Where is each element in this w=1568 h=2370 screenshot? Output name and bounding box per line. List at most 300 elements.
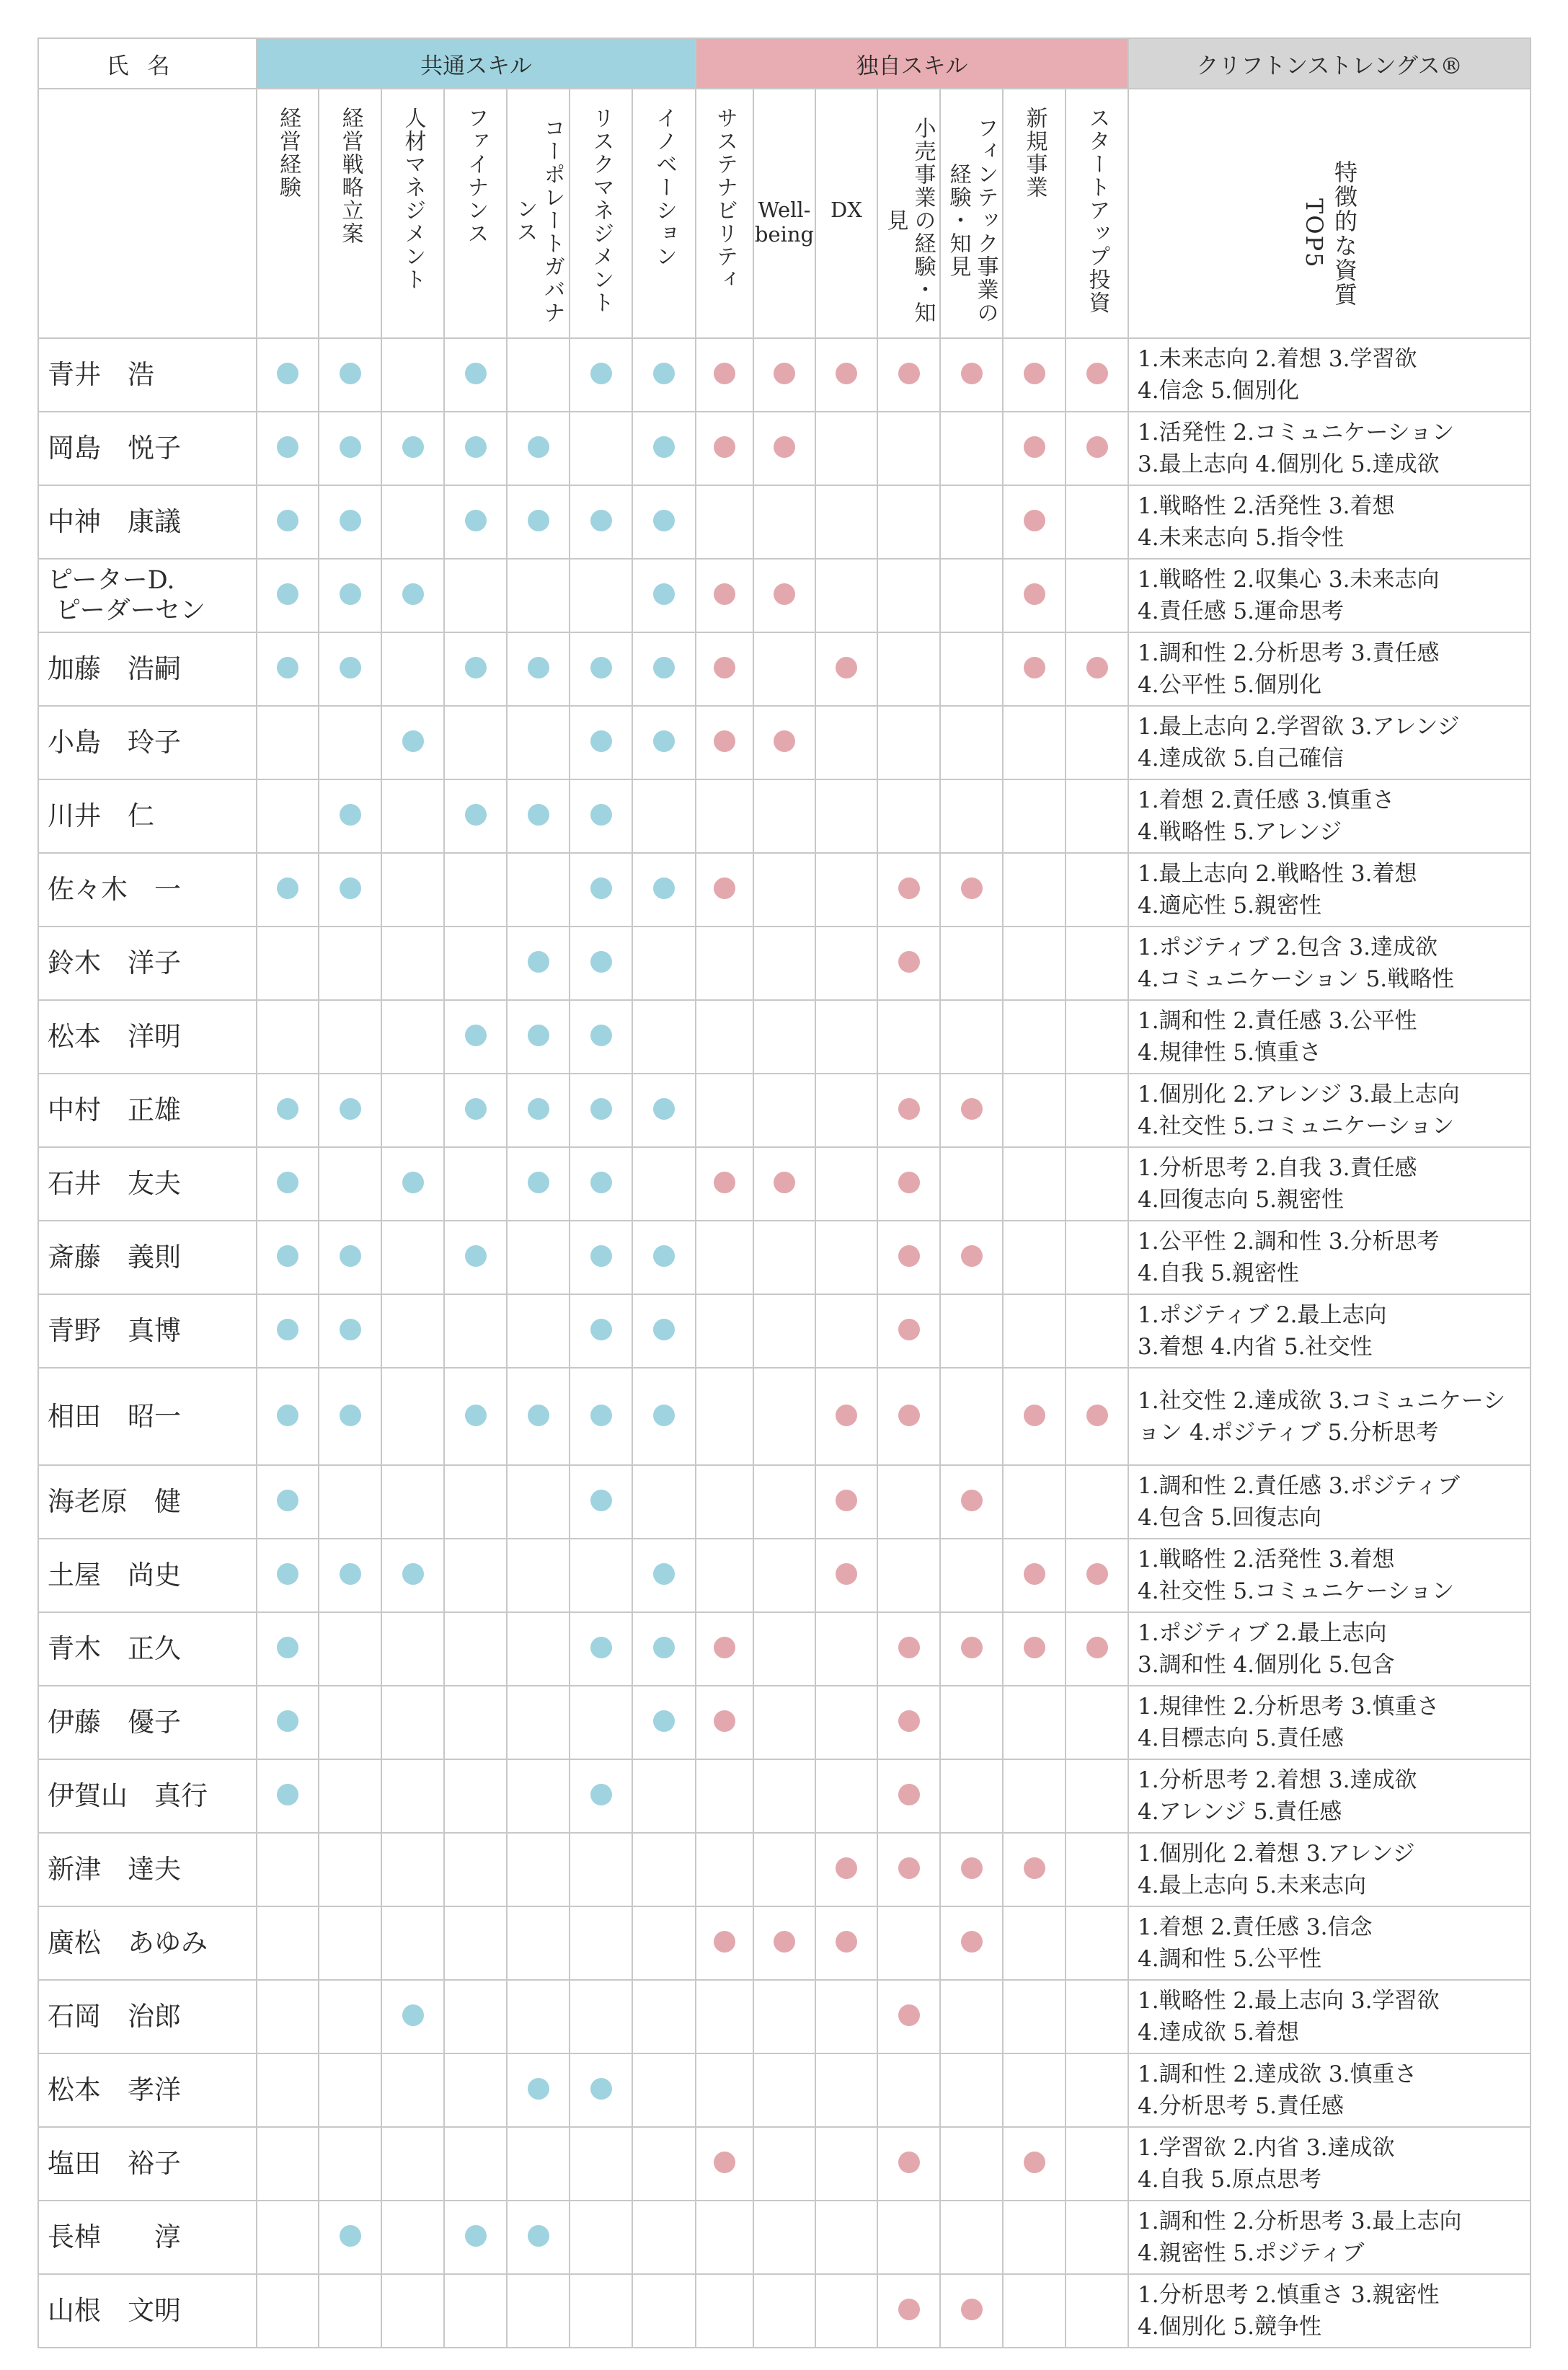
unique-skill-cell (877, 1612, 940, 1686)
unique-skill-cell (1003, 2274, 1066, 2348)
unique-skill-cell (1003, 1465, 1066, 1539)
unique-skill-dot (898, 1098, 920, 1120)
unique-skill-cell (815, 1368, 877, 1465)
common-skill-cell (507, 1294, 570, 1368)
strength-line: 1.調和性 2.達成欲 3.慎重さ (1138, 2061, 1417, 2087)
unique-skill-cell (877, 1000, 940, 1074)
unique-skill-cell (815, 1980, 877, 2053)
unique-skill-cell (696, 2053, 753, 2127)
unique-skill-dot (961, 877, 983, 899)
common-skill-cell (381, 1368, 444, 1465)
strengths-top5 (1128, 1368, 1531, 1465)
strength-line: 1.最上志向 2.学習欲 3.アレンジ (1138, 714, 1460, 740)
unique-skill-cell (940, 1539, 1003, 1612)
column-header-unique-0 (696, 89, 753, 338)
strength-line: 1.ポジティブ 2.最上志向 (1138, 1620, 1387, 1646)
unique-skill-cell (1066, 779, 1128, 853)
common-skill-cell (444, 632, 507, 706)
strength-line: 4.包含 5.回復志向 (1138, 1505, 1322, 1531)
member-name: 岡島 悦子 (38, 412, 257, 485)
common-skill-cell (507, 1759, 570, 1833)
common-skill-dot (590, 2078, 612, 2100)
common-skill-cell (632, 927, 696, 1000)
common-skill-dot (277, 363, 298, 384)
common-skill-dot (277, 657, 298, 678)
strength-line: 4.社交性 5.コミュニケーション (1138, 1578, 1455, 1604)
member-name: 塩田 裕子 (38, 2127, 257, 2201)
unique-skill-cell (753, 338, 815, 412)
unique-skill-cell (1003, 1759, 1066, 1833)
strengths-top5 (1128, 412, 1531, 485)
common-skill-cell (444, 779, 507, 853)
clifton-strengths-header: クリフトンストレングス® (1128, 38, 1531, 89)
common-skill-cell (257, 338, 319, 412)
unique-skill-cell (753, 1980, 815, 2053)
common-skill-dot (590, 1637, 612, 1658)
unique-skill-dot (836, 657, 857, 678)
strengths-top5 (1128, 1147, 1531, 1221)
common-skill-dot (528, 1025, 549, 1046)
common-skill-dot (277, 1245, 298, 1267)
strength-line: 1.分析思考 2.慎重さ 3.親密性 (1138, 2282, 1440, 2308)
common-skill-cell (319, 2201, 381, 2274)
strengths-top5 (1128, 1833, 1531, 1906)
unique-skill-cell (877, 1147, 940, 1221)
strength-line: 1.着想 2.責任感 3.慎重さ (1138, 787, 1395, 813)
unique-skill-cell (696, 853, 753, 927)
unique-skill-cell (696, 1221, 753, 1294)
unique-skill-cell (1003, 1294, 1066, 1368)
common-skill-cell (444, 2127, 507, 2201)
unique-skill-cell (940, 2274, 1003, 2348)
common-skill-dot (528, 804, 549, 826)
common-skill-dot (590, 510, 612, 531)
common-skill-dot (528, 510, 549, 531)
common-skill-cell (319, 1759, 381, 1833)
table-row (38, 2053, 1531, 2127)
unique-skill-dot (898, 1319, 920, 1340)
unique-skill-dot (898, 1405, 920, 1426)
table-row (38, 1221, 1531, 1294)
common-skill-cell (570, 1074, 632, 1147)
unique-skill-cell (877, 485, 940, 559)
common-skill-cell (381, 1294, 444, 1368)
strength-line: 3.調和性 4.個別化 5.包含 (1138, 1652, 1395, 1678)
unique-skill-cell (877, 2274, 940, 2348)
strength-line: 4.社交性 5.コミュニケーション (1138, 1113, 1455, 1139)
table-row (38, 853, 1531, 927)
common-skill-cell (381, 1833, 444, 1906)
common-skill-dot (402, 1563, 424, 1585)
column-header-unique-3 (877, 89, 940, 338)
unique-skill-dot (836, 1490, 857, 1511)
common-skill-cell (507, 1539, 570, 1612)
unique-skill-cell (696, 632, 753, 706)
common-skill-cell (570, 1539, 632, 1612)
unique-skill-cell (753, 2127, 815, 2201)
strengths-top5 (1128, 1906, 1531, 1980)
table-row (38, 2201, 1531, 2274)
strengths-top5 (1128, 632, 1531, 706)
unique-skill-dot (714, 730, 735, 752)
common-skill-dot (653, 877, 675, 899)
common-skill-cell (632, 1074, 696, 1147)
unique-skill-cell (940, 1221, 1003, 1294)
common-skill-cell (444, 706, 507, 779)
strengths-top5 (1128, 1074, 1531, 1147)
common-skill-cell (507, 1833, 570, 1906)
common-skill-dot (590, 877, 612, 899)
unique-skill-cell (753, 1368, 815, 1465)
common-skill-dot (465, 2225, 487, 2247)
common-skill-cell (507, 1906, 570, 1980)
strength-line: 1.活発性 2.コミュニケーション (1138, 420, 1455, 446)
strengths-top5 (1128, 1294, 1531, 1368)
common-skill-cell (319, 559, 381, 632)
column-label: サステナビリティ (712, 107, 738, 291)
unique-skill-dot (714, 1172, 735, 1193)
unique-skill-dot (898, 1245, 920, 1267)
common-skill-dot (402, 583, 424, 605)
unique-skill-dot (961, 2299, 983, 2320)
common-skill-cell (444, 1686, 507, 1759)
table-row (38, 1686, 1531, 1759)
member-name: 青野 真博 (38, 1294, 257, 1368)
unique-skill-cell (940, 1147, 1003, 1221)
common-skill-dot (340, 657, 361, 678)
unique-skill-cell (815, 706, 877, 779)
table-row (38, 706, 1531, 779)
unique-skill-dot (898, 2299, 920, 2320)
common-skill-dot (653, 1245, 675, 1267)
unique-skill-dot (836, 1931, 857, 1953)
strengths-top5 (1128, 853, 1531, 927)
common-skill-dot (653, 583, 675, 605)
unique-skill-dot (898, 951, 920, 973)
common-skill-cell (319, 779, 381, 853)
common-skill-cell (257, 1147, 319, 1221)
unique-skill-dot (961, 1098, 983, 1120)
unique-skill-cell (1066, 706, 1128, 779)
common-skill-cell (319, 1980, 381, 2053)
common-skill-dot (653, 363, 675, 384)
column-header-common-4 (507, 89, 570, 338)
common-skill-cell (319, 853, 381, 927)
unique-skill-cell (1066, 1294, 1128, 1368)
strength-line: 1.学習欲 2.内省 3.達成欲 (1138, 2135, 1395, 2161)
unique-skill-cell (815, 412, 877, 485)
common-skill-cell (257, 1612, 319, 1686)
common-skill-cell (381, 1000, 444, 1074)
common-skill-cell (507, 2274, 570, 2348)
unique-skill-dot (1024, 2152, 1045, 2173)
common-skill-cell (632, 559, 696, 632)
unique-skill-cell (815, 1221, 877, 1294)
strength-line: 4.達成欲 5.自己確信 (1138, 746, 1345, 771)
common-skill-dot (590, 1319, 612, 1340)
unique-skill-cell (696, 1539, 753, 1612)
common-skill-cell (257, 632, 319, 706)
common-skill-dot (277, 877, 298, 899)
common-skill-dot (465, 804, 487, 826)
common-skill-dot (653, 1637, 675, 1658)
common-skill-cell (632, 1686, 696, 1759)
strength-line: 3.着想 4.内省 5.社交性 (1138, 1334, 1373, 1360)
member-name: 長棹 淳 (38, 2201, 257, 2274)
common-skill-cell (507, 559, 570, 632)
unique-skill-cell (753, 1221, 815, 1294)
unique-skill-cell (877, 338, 940, 412)
member-name: 廣松 あゆみ (38, 1906, 257, 1980)
common-skill-dot (590, 1490, 612, 1511)
common-skill-dot (277, 1637, 298, 1658)
unique-skill-cell (1066, 1906, 1128, 1980)
common-skill-dot (590, 730, 612, 752)
common-skill-dot (465, 510, 487, 531)
strengths-top5 (1128, 1980, 1531, 2053)
common-skills-header: 共通スキル (257, 38, 696, 89)
strength-line: 1.戦略性 2.活発性 3.着想 (1138, 493, 1395, 519)
member-name: 土屋 尚史 (38, 1539, 257, 1612)
unique-skill-cell (696, 559, 753, 632)
common-skill-dot (277, 1319, 298, 1340)
common-skill-dot (277, 1172, 298, 1193)
common-skill-cell (570, 1221, 632, 1294)
member-name: 斎藤 義則 (38, 1221, 257, 1294)
unique-skill-dot (1024, 1857, 1045, 1879)
unique-skill-cell (1066, 485, 1128, 559)
member-name: 松本 孝洋 (38, 2053, 257, 2127)
table-row (38, 1906, 1531, 1980)
unique-skill-cell (753, 2274, 815, 2348)
common-skill-cell (570, 1368, 632, 1465)
common-skill-cell (507, 1368, 570, 1465)
strengths-top5 (1128, 559, 1531, 632)
common-skill-cell (632, 1368, 696, 1465)
unique-skill-cell (753, 1465, 815, 1539)
common-skill-cell (570, 485, 632, 559)
common-skill-cell (570, 559, 632, 632)
common-skill-cell (319, 1221, 381, 1294)
unique-skill-dot (1086, 1637, 1108, 1658)
column-header-unique-6 (1066, 89, 1128, 338)
strengths-top5 (1128, 2127, 1531, 2201)
column-header-common-1 (319, 89, 381, 338)
unique-skill-cell (1003, 1833, 1066, 1906)
member-name: 川井 仁 (38, 779, 257, 853)
unique-skill-cell (877, 559, 940, 632)
unique-skill-cell (1003, 1980, 1066, 2053)
unique-skill-cell (696, 2201, 753, 2274)
unique-skill-cell (815, 338, 877, 412)
strength-line: 4.公平性 5.個別化 (1138, 672, 1322, 698)
unique-skill-dot (714, 1931, 735, 1953)
column-label: DX (830, 198, 862, 222)
unique-skill-cell (815, 559, 877, 632)
unique-skill-cell (753, 632, 815, 706)
member-name: 石井 友夫 (38, 1147, 257, 1221)
table-row (38, 1759, 1531, 1833)
unique-skill-dot (836, 363, 857, 384)
common-skill-cell (507, 1000, 570, 1074)
unique-skill-cell (696, 1294, 753, 1368)
column-label: イノベーション (652, 107, 677, 268)
member-name: 相田 昭一 (38, 1368, 257, 1465)
common-skill-cell (319, 1294, 381, 1368)
table-row (38, 412, 1531, 485)
common-skill-cell (319, 1074, 381, 1147)
unique-skill-cell (1003, 2127, 1066, 2201)
common-skill-cell (632, 1759, 696, 1833)
unique-skill-cell (877, 1539, 940, 1612)
common-skill-cell (381, 853, 444, 927)
common-skill-cell (570, 2274, 632, 2348)
unique-skill-cell (940, 1074, 1003, 1147)
unique-skill-dot (714, 436, 735, 458)
unique-skill-cell (940, 2201, 1003, 2274)
common-skill-cell (257, 779, 319, 853)
common-skill-dot (465, 363, 487, 384)
strengths-top5 (1128, 779, 1531, 853)
unique-skill-cell (877, 1686, 940, 1759)
common-skill-dot (277, 1098, 298, 1120)
column-label: ファイナンス (463, 107, 489, 245)
unique-skill-cell (1003, 1000, 1066, 1074)
common-skill-cell (632, 2127, 696, 2201)
strength-line: 1.戦略性 2.収集心 3.未来志向 (1138, 567, 1440, 593)
unique-skill-cell (815, 1074, 877, 1147)
table-row (38, 1465, 1531, 1539)
unique-skill-cell (815, 2127, 877, 2201)
unique-skill-cell (815, 2201, 877, 2274)
column-label: 人材マネジメント (400, 107, 426, 291)
unique-skill-cell (877, 1368, 940, 1465)
column-label: リスクマネジメント (588, 107, 614, 314)
unique-skill-dot (898, 2004, 920, 2026)
common-skill-dot (277, 1784, 298, 1805)
unique-skill-dot (1024, 657, 1045, 678)
unique-skill-cell (1003, 853, 1066, 927)
table-row (38, 1539, 1531, 1612)
common-skill-dot (277, 1405, 298, 1426)
common-skill-cell (507, 1980, 570, 2053)
common-skill-cell (257, 1000, 319, 1074)
common-skill-dot (528, 2078, 549, 2100)
unique-skill-cell (815, 1686, 877, 1759)
common-skill-cell (570, 779, 632, 853)
unique-skill-cell (1003, 927, 1066, 1000)
common-skill-cell (507, 2201, 570, 2274)
common-skill-dot (340, 2225, 361, 2247)
common-skill-cell (632, 706, 696, 779)
strength-line: 1.ポジティブ 2.最上志向 (1138, 1302, 1387, 1328)
common-skill-cell (444, 853, 507, 927)
member-name: 海老原 健 (38, 1465, 257, 1539)
common-skill-cell (257, 1833, 319, 1906)
unique-skill-dot (1086, 1563, 1108, 1585)
unique-skill-cell (815, 632, 877, 706)
column-label: 経営戦略立案 (337, 107, 363, 245)
column-header-unique-5 (1003, 89, 1066, 338)
unique-skill-cell (815, 1833, 877, 1906)
common-skill-cell (319, 1147, 381, 1221)
unique-skill-cell (1066, 927, 1128, 1000)
table-row (38, 1294, 1531, 1368)
common-skill-cell (319, 412, 381, 485)
unique-skill-cell (877, 2127, 940, 2201)
unique-skill-cell (696, 1906, 753, 1980)
unique-skill-cell (1066, 338, 1128, 412)
unique-skill-cell (1003, 2053, 1066, 2127)
common-skill-cell (507, 779, 570, 853)
strengths-top5 (1128, 1221, 1531, 1294)
common-skill-cell (632, 1539, 696, 1612)
unique-skill-cell (696, 1147, 753, 1221)
common-skill-cell (570, 1000, 632, 1074)
common-skill-cell (319, 2053, 381, 2127)
common-skill-cell (319, 1906, 381, 1980)
unique-skill-cell (877, 1833, 940, 1906)
unique-skill-cell (1066, 2127, 1128, 2201)
common-skill-dot (653, 510, 675, 531)
unique-skill-cell (815, 1294, 877, 1368)
unique-skill-cell (696, 338, 753, 412)
common-skill-dot (590, 657, 612, 678)
name-column-blank (38, 89, 257, 338)
table-row (38, 2127, 1531, 2201)
strength-line: 1.個別化 2.着想 3.アレンジ (1138, 1841, 1415, 1867)
common-skill-dot (465, 657, 487, 678)
common-skill-cell (444, 1612, 507, 1686)
unique-skill-cell (696, 2127, 753, 2201)
common-skill-cell (381, 2274, 444, 2348)
common-skill-cell (444, 1368, 507, 1465)
unique-skill-dot (774, 583, 795, 605)
unique-skill-cell (877, 853, 940, 927)
common-skill-cell (444, 2274, 507, 2348)
strength-line: 4.親密性 5.ポジティブ (1138, 2240, 1365, 2266)
common-skill-cell (381, 1147, 444, 1221)
column-label: スタートアップ投資 (1084, 107, 1110, 314)
unique-skill-dot (774, 730, 795, 752)
unique-skill-dot (714, 657, 735, 678)
table-row (38, 338, 1531, 412)
common-skill-cell (257, 1074, 319, 1147)
strengths-top5 (1128, 1000, 1531, 1074)
common-skill-cell (570, 1294, 632, 1368)
common-skill-cell (570, 338, 632, 412)
unique-skill-dot (714, 363, 735, 384)
unique-skill-cell (877, 779, 940, 853)
common-skill-dot (402, 436, 424, 458)
strength-line: 4.コミュニケーション 5.戦略性 (1138, 966, 1455, 992)
common-skill-cell (444, 559, 507, 632)
group-header-row (38, 38, 1531, 89)
common-skill-cell (319, 706, 381, 779)
common-skill-cell (257, 1221, 319, 1294)
common-skill-cell (632, 1294, 696, 1368)
common-skill-cell (381, 1539, 444, 1612)
common-skill-cell (570, 1465, 632, 1539)
common-skill-dot (590, 1245, 612, 1267)
unique-skill-dot (1024, 363, 1045, 384)
unique-skill-cell (940, 1465, 1003, 1539)
common-skill-dot (340, 1563, 361, 1585)
unique-skill-cell (940, 706, 1003, 779)
table-row (38, 1980, 1531, 2053)
unique-skill-dot (1024, 583, 1045, 605)
member-name: 鈴木 洋子 (38, 927, 257, 1000)
